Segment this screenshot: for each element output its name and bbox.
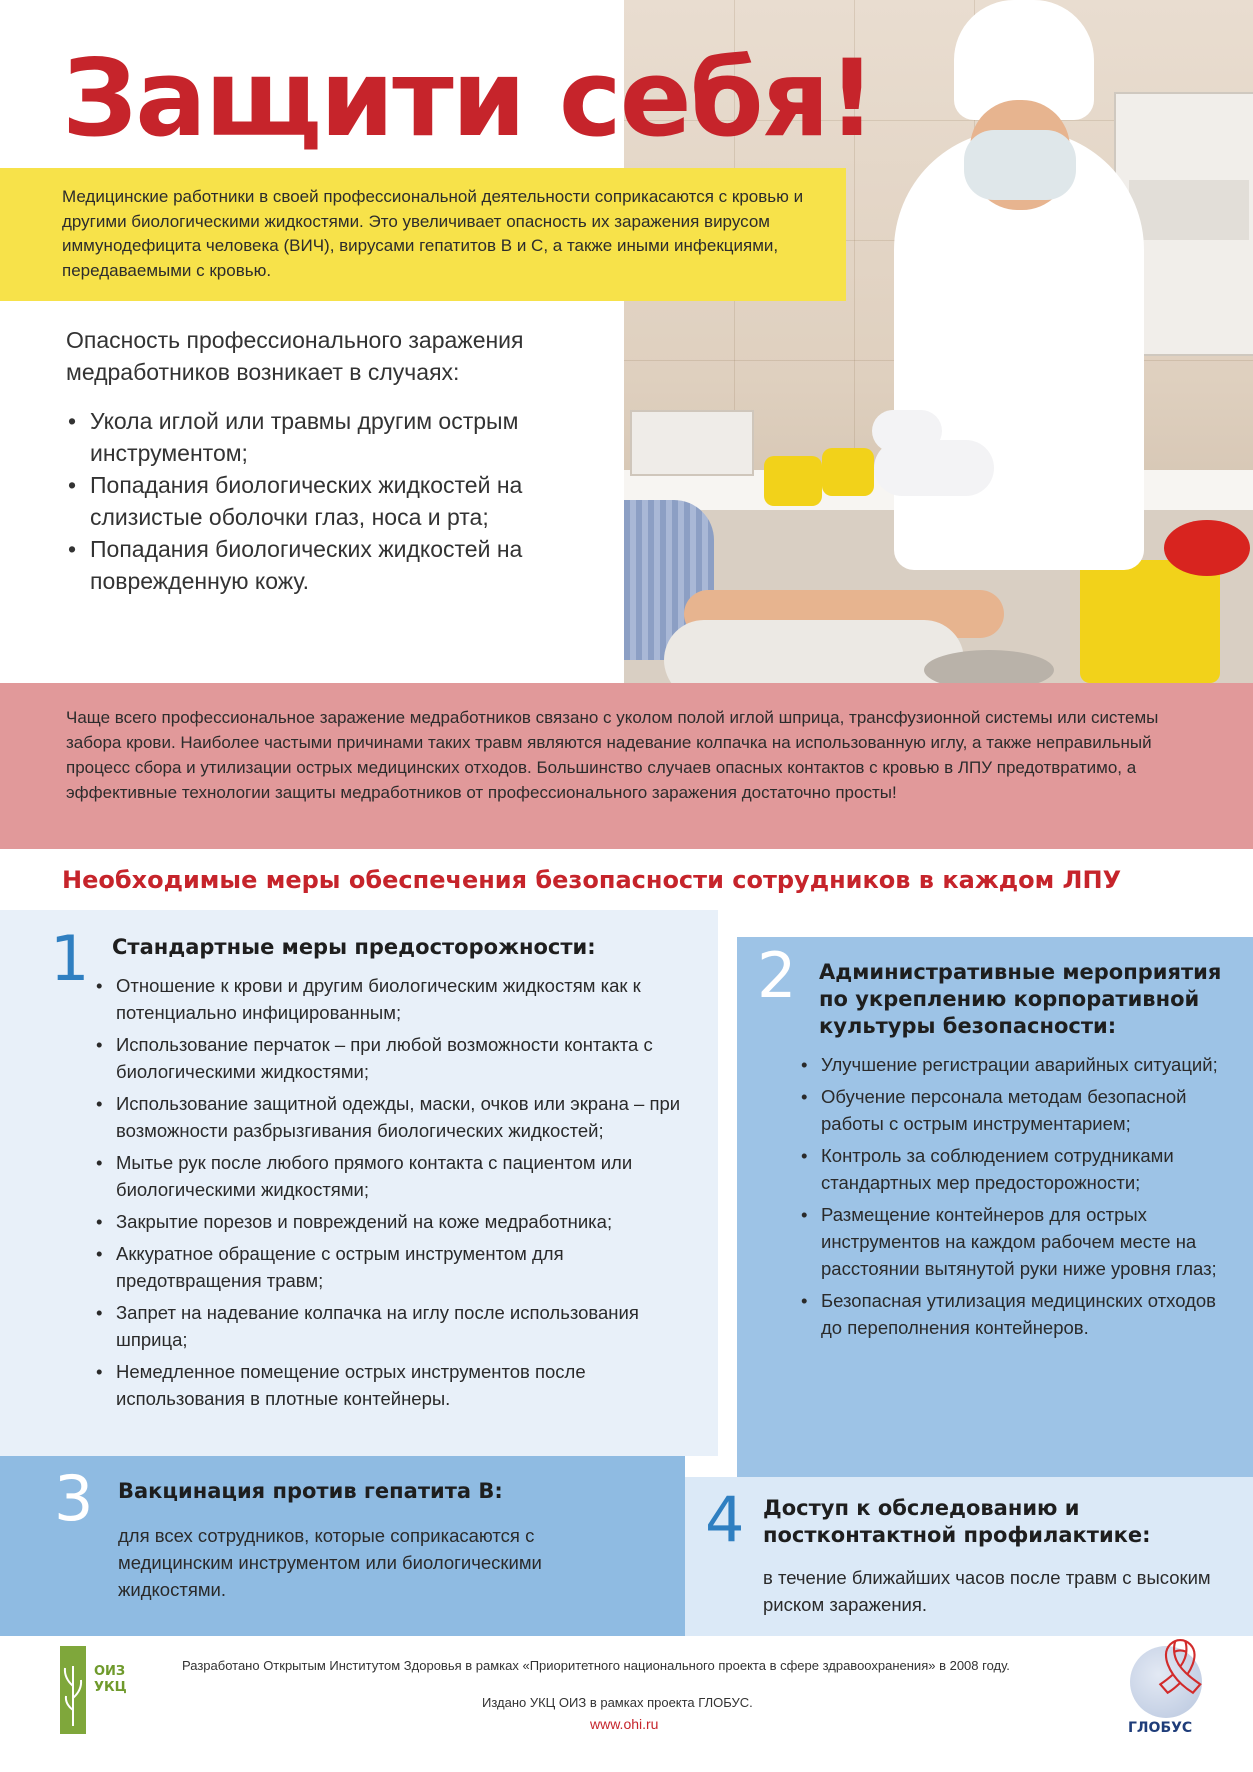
ohi-logo-text <box>94 1664 127 1696</box>
block-standard-precautions <box>0 910 718 1456</box>
block-item: • Контроль за соблюдением сотрудниками стандартных мер предосторожности; <box>799 1142 1239 1196</box>
warning-text: Чаще всего профессиональное заражение медработников связано с уколом полой иглой шприца, трансфузионной системы или системы забора крови. Наиболее частыми причинами таких травм являются надевание колпачка на использованную иглу, а также неправильный процесс сбора и утилизации острых медицинских отходов. Большинство случаев опасных контактов с кровью в ЛПУ предотвратимо, а эффективные технологии защиты медработников от профессионального заражения достаточно просты! <box>66 708 1159 802</box>
block-list <box>799 1051 1239 1346</box>
block-list <box>94 972 714 1417</box>
footer-publisher: Издано УКЦ ОИЗ в рамках проекта ГЛОБУС. <box>482 1695 753 1710</box>
ohi-logo <box>60 1646 86 1734</box>
block-item: • Немедленное помещение острых инструментов после использования в плотные контейнеры. <box>94 1358 714 1412</box>
intro-text: Медицинские работники в своей профессиональной деятельности соприкасаются с кровью и другими биологическими жидкостями. Это увеличивает опасность их заражения вирусом иммунодефицита человека (ВИЧ), вирусами гепатитов В и С, а также иными инфекциями, передаваемыми с кровью. <box>62 187 804 280</box>
block-item: • Мытье рук после любого прямого контакта с пациентом или биологическими жидкостями; <box>94 1149 714 1203</box>
globus-logo-text: ГЛОБУС <box>1128 1720 1193 1736</box>
intro-box <box>0 168 846 301</box>
ohi-logo-line1: ОИЗ <box>94 1664 126 1679</box>
block-post-exposure <box>685 1477 1253 1636</box>
block-item: • Улучшение регистрации аварийных ситуаций; <box>799 1051 1239 1078</box>
measures-heading: Необходимые меры обеспечения безопасности сотрудников в каждом ЛПУ <box>62 866 1122 894</box>
block-item: • Закрытие порезов и повреждений на коже медработника; <box>94 1208 714 1235</box>
block-text: для всех сотрудников, которые соприкасаются с медицинским инструментом или биологическими жидкостями. <box>118 1525 542 1600</box>
block-item: • Отношение к крови и другим биологическим жидкостям как к потенциально инфицированным; <box>94 972 714 1026</box>
risk-item: • Укола иглой или травмы другим острым инструментом; <box>66 405 626 469</box>
block-number: 3 <box>54 1462 94 1535</box>
warning-box <box>0 683 1253 849</box>
plant-icon <box>60 1646 86 1734</box>
block-text: в течение ближайших часов после травм с высоким риском заражения. <box>763 1567 1211 1615</box>
footer-url-link[interactable]: www.ohi.ru <box>590 1716 659 1732</box>
block-title: Вакцинация против гепатита В: <box>118 1479 503 1503</box>
aids-ribbon-icon: 🎗 <box>1146 1637 1215 1697</box>
risk-item: • Попадания биологических жидкостей на слизистые оболочки глаз, носа и рта; <box>66 469 626 533</box>
block-item: • Безопасная утилизация медицинских отходов до переполнения контейнеров. <box>799 1287 1239 1341</box>
block-number: 4 <box>705 1483 745 1556</box>
block-title: Доступ к обследованию и постконтактной профилактике: <box>763 1496 1151 1547</box>
risk-heading: Опасность профессионального заражения медработников возникает в случаях: <box>66 327 524 385</box>
risk-list <box>66 405 626 597</box>
risk-item: • Попадания биологических жидкостей на поврежденную кожу. <box>66 533 626 597</box>
block-item: • Аккуратное обращение с острым инструментом для предотвращения травм; <box>94 1240 714 1294</box>
footer-credit: Разработано Открытым Институтом Здоровья в рамках «Приоритетного национального проекта в сфере здравоохранения» в 2008 году. <box>182 1658 1010 1673</box>
page-title: Защити себя! <box>62 37 875 160</box>
block-number: 1 <box>50 922 90 995</box>
block-item: • Обучение персонала методам безопасной работы с острым инструментарием; <box>799 1083 1239 1137</box>
block-item: • Запрет на надевание колпачка на иглу после использования шприца; <box>94 1299 714 1353</box>
ohi-logo-line2: УКЦ <box>94 1680 127 1695</box>
block-title: Административные мероприятия по укреплению корпоративной культуры безопасности: <box>819 960 1222 1038</box>
block-item: • Использование перчаток – при любой возможности контакта с биологическими жидкостями; <box>94 1031 714 1085</box>
block-item: • Размещение контейнеров для острых инструментов на каждом рабочем месте на расстоянии вытянутой руки ниже уровня глаз; <box>799 1201 1239 1282</box>
block-vaccination <box>0 1456 685 1636</box>
block-title: Стандартные меры предосторожности: <box>112 935 596 959</box>
block-administrative-measures <box>737 937 1253 1477</box>
block-item: • Использование защитной одежды, маски, очков или экрана – при возможности разбрызгивания биологических жидкостей; <box>94 1090 714 1144</box>
block-number: 2 <box>757 939 797 1012</box>
